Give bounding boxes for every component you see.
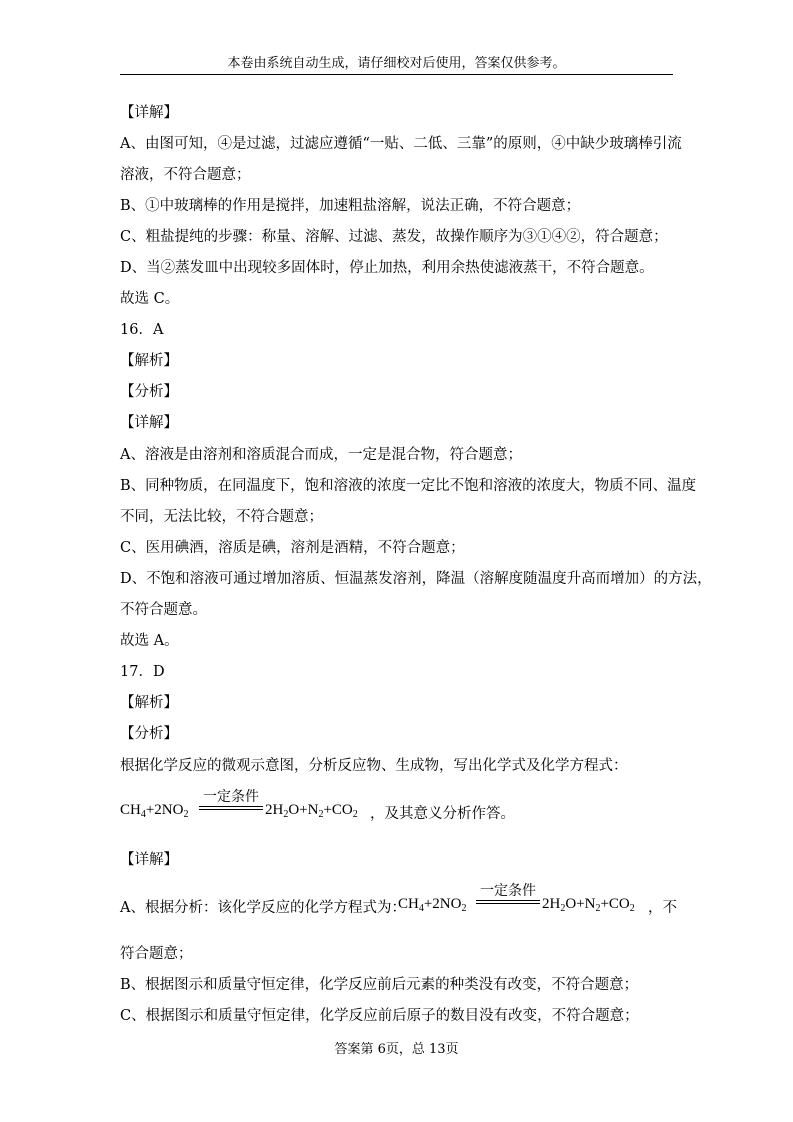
page-header: 本卷由系统自动生成，请仔细校对后使用，答案仅供参考。 [120, 54, 673, 75]
equation-reactants: $CH_4+2NO_2$ [398, 896, 467, 914]
reaction-condition: 一定条件 [480, 883, 536, 899]
text-line: A、溶液是由溶剂和溶质混合而成，一定是混合物，符合题意； [120, 447, 522, 463]
text-line: 故选 C。 [120, 291, 180, 307]
text-line: 【详解】 [120, 852, 178, 868]
equation-products: $2H_2O+N_2+CO_2$ [542, 896, 635, 914]
text-line: 【解析】 [120, 695, 178, 711]
equation-reactants: $CH_4+2NO_2$ [120, 802, 189, 820]
text-line: B、①中玻璃棒的作用是搅拌，加速粗盐溶解，说法正确，不符合题意； [120, 198, 581, 214]
equation-double-line [476, 900, 540, 904]
equation-suffix: ，及其意义分析作答。 [370, 806, 515, 822]
text-line: 【详解】 [120, 105, 178, 121]
text-line: 不符合题意。 [120, 602, 207, 618]
text-line: D、不饱和溶液可通过增加溶质、恒温蒸发溶剂，降温（溶解度随温度升高而增加）的方法， [120, 571, 712, 587]
text-line: 根据化学反应的微观示意图，分析反应物、生成物，写出化学式及化学方程式： [120, 758, 628, 774]
reaction-condition: 一定条件 [203, 789, 259, 805]
text-line: 【分析】 [120, 726, 178, 742]
equation-double-line [199, 806, 263, 810]
text-line: 【详解】 [120, 415, 178, 431]
text-line: D、当②蒸发皿中出现较多固体时，停止加热，利用余热使滤液蒸干，不符合题意。 [120, 260, 654, 276]
page-footer: 答案第 6页，总 13页 [334, 1042, 459, 1057]
text-line: C、根据图示和质量守恒定律，化学反应前后原子的数目没有改变，不符合题意； [120, 1008, 639, 1024]
text-line: C、医用碘酒，溶质是碘，溶剂是酒精，不符合题意； [120, 540, 465, 556]
text-line: B、同种物质，在同温度下，饱和溶液的浓度一定比不饱和溶液的浓度大，物质不同、温度 [120, 478, 697, 494]
text-line: C、粗盐提纯的步骤：称量、溶解、过滤、蒸发，故操作顺序为③①④②，符合题意； [120, 229, 668, 245]
text-line: 不同，无法比较，不符合题意； [120, 509, 323, 525]
equation-products: $2H_2O+N_2+CO_2$ [265, 802, 358, 820]
text-line: 故选 A。 [120, 633, 179, 649]
equation-suffix: ，不 [648, 900, 677, 916]
text-line: A、由图可知，④是过滤，过滤应遵循“一贴、二低、三靠”的原则，④中缺少玻璃棒引流 [120, 136, 682, 152]
text-line: 16．A [120, 322, 164, 338]
equation-prefix: A、根据分析：该化学反应的化学方程式为： [120, 900, 406, 916]
text-line: 【解析】 [120, 353, 178, 369]
text-line: B、根据图示和质量守恒定律，化学反应前后元素的种类没有改变，不符合题意； [120, 977, 639, 993]
text-line: 【分析】 [120, 384, 178, 400]
text-line: 符合题意； [120, 946, 193, 962]
text-line: 溶液，不符合题意； [120, 167, 251, 183]
text-line: 17．D [120, 664, 165, 680]
